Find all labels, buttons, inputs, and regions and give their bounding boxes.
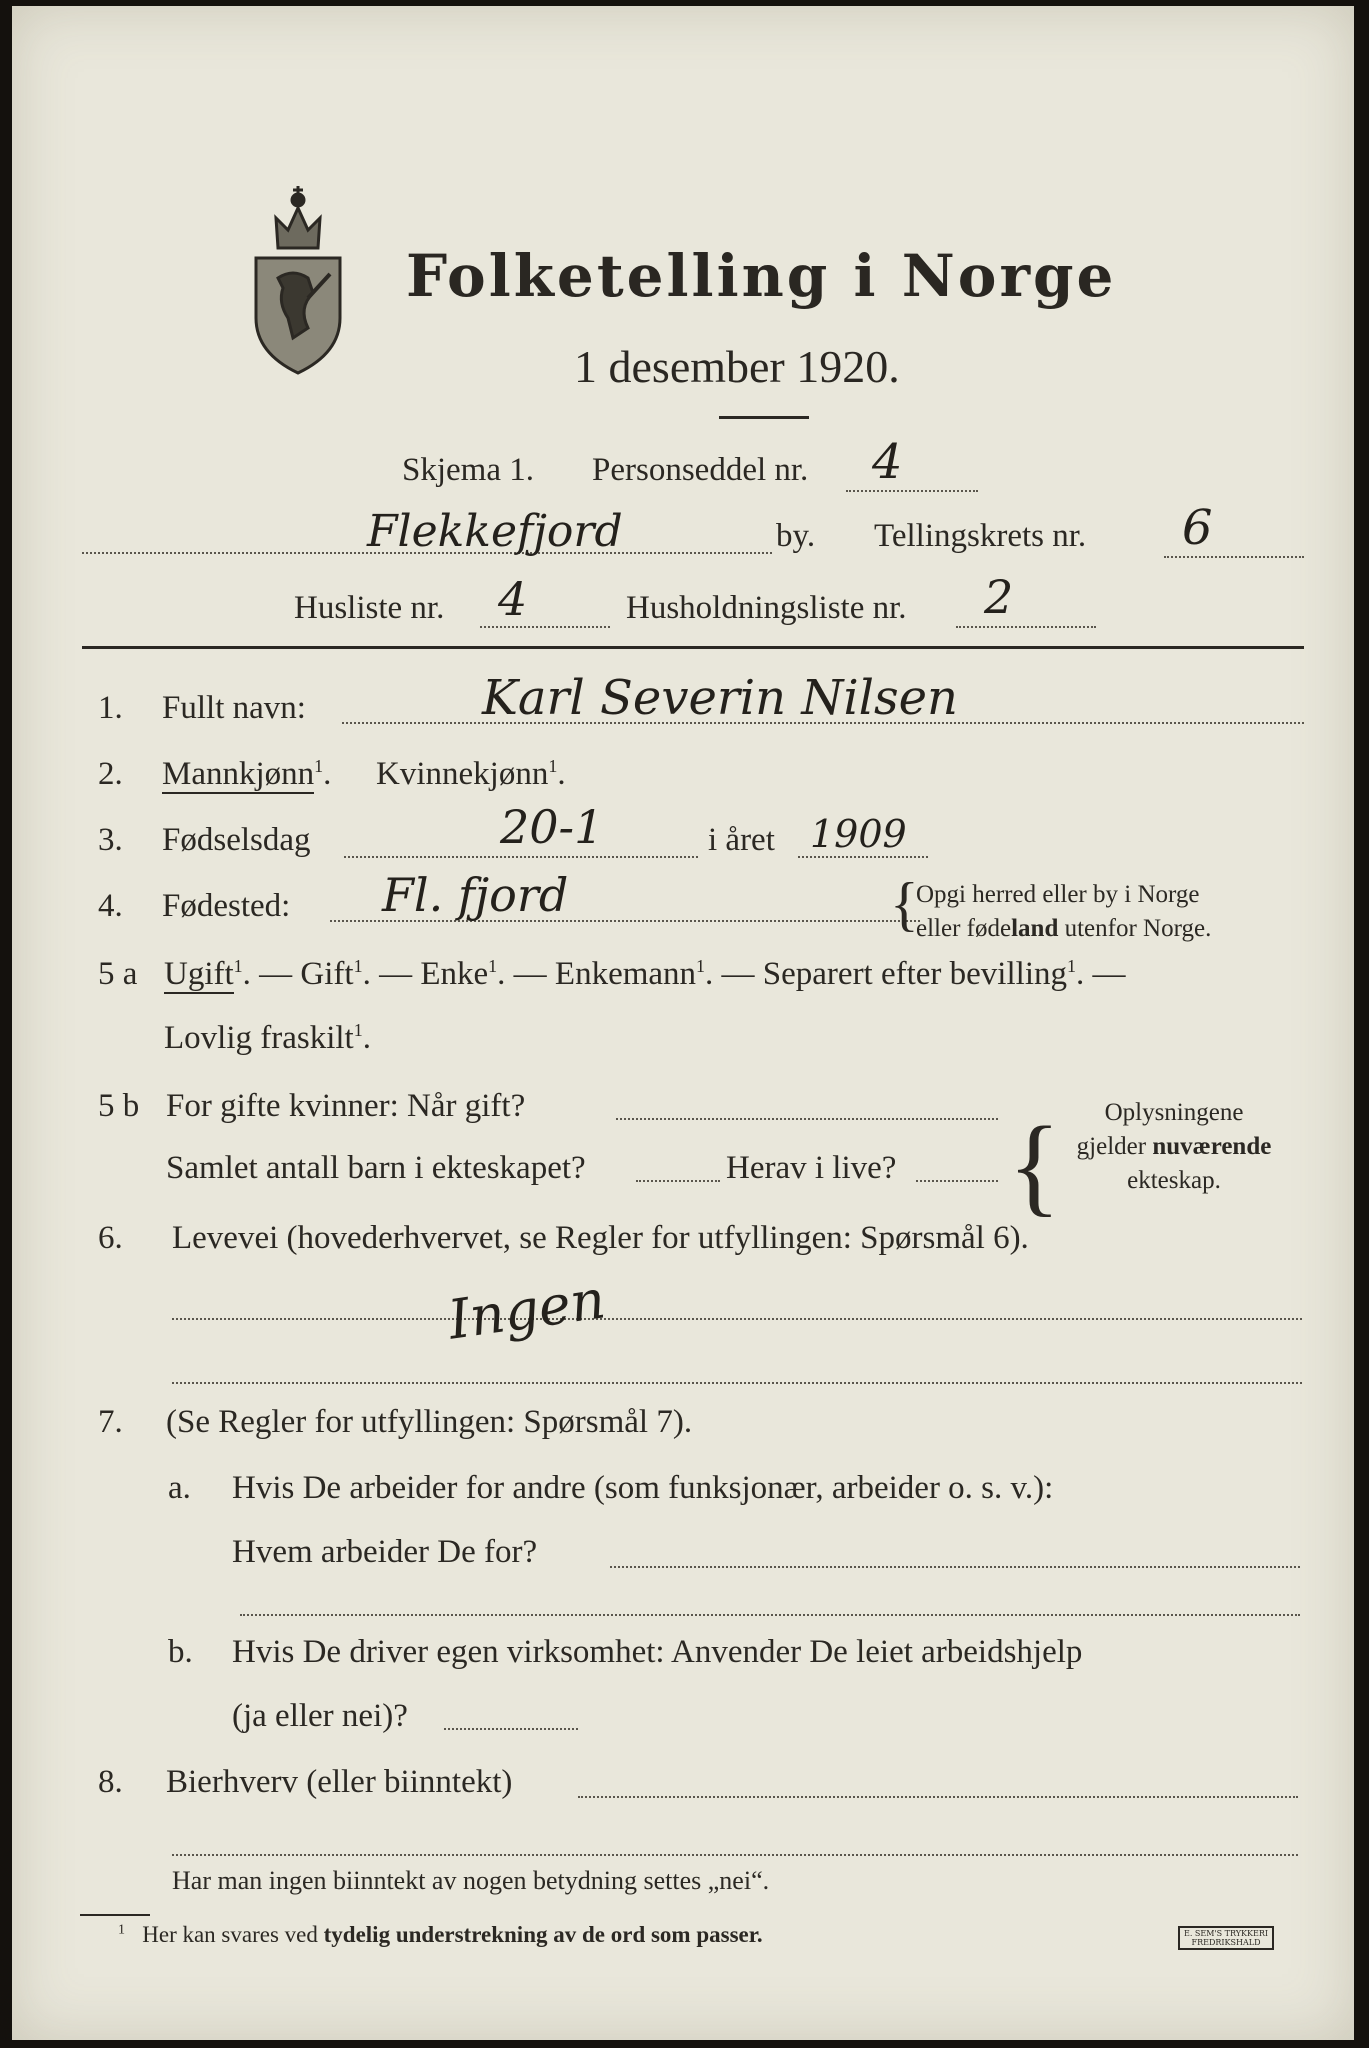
q7a-number: a. <box>168 1470 191 1506</box>
printer-stamp-line2: FREDRIKSHALD <box>1191 1938 1261 1947</box>
q5b-note-line2 <box>1044 1130 1304 1164</box>
q3-label: Fødselsdag <box>162 822 311 858</box>
tellingskrets-value: 6 <box>1182 500 1213 556</box>
q5b-note-line3: ekteskap. <box>1127 1167 1221 1194</box>
q7a-label: Hvis De arbeider for andre (som funksjonær, arbeider o. s. v.): <box>232 1470 1054 1506</box>
q4-note-line1: Opgi herred eller by i Norge <box>916 881 1200 908</box>
q5a-enke: Enke <box>420 956 489 992</box>
q4-note-line2 <box>916 912 1211 946</box>
q5a-ugift: Ugift <box>164 956 234 992</box>
q1-number: 1. <box>98 690 123 726</box>
q8-label: Bierhverv (eller biinntekt) <box>166 1764 513 1800</box>
q4-note-pre: eller føde <box>916 915 1012 942</box>
q6-line1 <box>172 1318 1302 1320</box>
q7a-line1 <box>610 1566 1300 1568</box>
q5b-note-brace: { <box>1008 1104 1061 1226</box>
q4-note-brace: { <box>890 871 919 937</box>
form-title: Folketelling i Norge <box>406 242 1117 310</box>
q3-year-value: 1909 <box>810 812 907 856</box>
census-date: 1 desember 1920. <box>574 341 900 392</box>
footnote-mark: 1 <box>118 1922 125 1938</box>
q7a-question: Hvem arbeider De for? <box>232 1534 538 1570</box>
q5b-line <box>616 1118 998 1120</box>
husholdning-label: Husholdningsliste nr. <box>626 590 907 626</box>
footnote-bold: tydelig understrekning av de ord som passer. <box>323 1922 763 1947</box>
q8-line1 <box>578 1796 1298 1798</box>
coat-of-arms-icon <box>238 178 358 378</box>
q1-value: Karl Severin Nilsen <box>482 670 958 726</box>
q7a-line2 <box>240 1614 1300 1616</box>
tellingskrets-line <box>1164 556 1304 558</box>
q7-number: 7. <box>98 1404 123 1440</box>
husliste-value: 4 <box>498 572 528 626</box>
q4-number: 4. <box>98 888 123 924</box>
q5a-enkemann: Enkemann <box>554 956 697 992</box>
q2-male-label: Mannkjønn <box>162 756 315 792</box>
q5b-children-label: Samlet antall barn i ekteskapet? <box>166 1150 586 1186</box>
q5b-number: 5 b <box>98 1088 140 1124</box>
q5a-fraskilt-option: Lovlig fraskilt$^1$. <box>164 1020 371 1056</box>
q5a-options: Ugift$^1$. — Gift$^1$. — Enke$^1$. — Enkemann$^1$. — Separert efter bevilling$^1$. — <box>164 956 1126 992</box>
printer-stamp <box>1178 1926 1274 1950</box>
q7b-line <box>444 1728 578 1730</box>
q8-number: 8. <box>98 1764 123 1800</box>
footnote-pre: Her kan svares ved <box>142 1922 324 1947</box>
q3-number: 3. <box>98 822 123 858</box>
q5b-children-line <box>636 1180 720 1182</box>
q1-label: Fullt navn: <box>162 690 306 726</box>
q6-value: Ingen <box>444 1267 610 1352</box>
q5a-fraskilt: Lovlig fraskilt <box>164 1020 354 1056</box>
husholdning-value: 2 <box>984 570 1014 624</box>
title-divider <box>719 416 809 419</box>
q5b-note-line1: Oplysningene <box>1104 1099 1244 1126</box>
header-rule <box>82 646 1304 649</box>
footnote <box>118 1922 763 1948</box>
q5b-alive-line <box>916 1180 998 1182</box>
q5a-separert: Separert efter bevilling <box>762 956 1067 992</box>
q4-value: Fl. fjord <box>382 868 569 922</box>
q4-note-post: utenfor Norge. <box>1058 915 1212 942</box>
q2-number: 2. <box>98 756 123 792</box>
skjema-label: Skjema 1. <box>402 452 534 488</box>
q8-line2 <box>172 1854 1298 1856</box>
tellingskrets-label: Tellingskrets nr. <box>874 518 1087 554</box>
personseddel-line <box>846 490 978 492</box>
footnote-rule <box>80 1914 150 1916</box>
q2-female-label: Kvinnekjønn <box>376 756 549 792</box>
q2-female-option: Kvinnekjønn$^1$. <box>376 756 566 792</box>
q7-label: (Se Regler for utfyllingen: Spørsmål 7). <box>166 1404 693 1440</box>
q2-male-option: Mannkjønn$^1$. <box>162 756 332 792</box>
q5b-note-bold: nuværende <box>1152 1133 1272 1160</box>
husliste-line <box>480 626 610 628</box>
q5b-note <box>1044 1096 1304 1198</box>
q4-note-bold: land <box>1011 915 1059 942</box>
by-label: by. <box>776 518 816 554</box>
census-form <box>12 6 1354 2040</box>
personseddel-value: 4 <box>872 434 903 490</box>
q5b-label: For gifte kvinner: Når gift? <box>166 1088 526 1124</box>
q5a-number: 5 a <box>98 956 138 992</box>
bottom-note: Har man ingen biinntekt av nogen betydning settes „nei“. <box>172 1866 770 1895</box>
q6-number: 6. <box>98 1220 123 1256</box>
q6-label: Levevei (hovederhvervet, se Regler for utfyllingen: Spørsmål 6). <box>172 1220 1029 1256</box>
q7b-label: Hvis De driver egen virksomhet: Anvender De leiet arbeidshjelp <box>232 1634 1083 1670</box>
printer-stamp-line1: E. SEM'S TRYKKERI <box>1184 1929 1269 1938</box>
personseddel-label: Personseddel nr. <box>592 452 809 488</box>
place-value: Flekkefjord <box>367 506 623 557</box>
q3-value: 20-1 <box>500 800 604 854</box>
q5a-gift: Gift <box>300 956 354 992</box>
q7b-question: (ja eller nei)? <box>232 1698 408 1734</box>
q4-label: Fødested: <box>162 888 291 924</box>
q3-line <box>344 856 698 858</box>
q7b-number: b. <box>168 1634 193 1670</box>
q3-year-line <box>798 856 928 858</box>
q4-note <box>916 878 1211 946</box>
q5b-note-pre: gjelder <box>1076 1133 1153 1160</box>
husholdning-line <box>956 626 1096 628</box>
q3-year-label: i året <box>708 822 775 858</box>
husliste-label: Husliste nr. <box>294 590 445 626</box>
q6-line2 <box>172 1382 1302 1384</box>
q5b-alive-label: Herav i live? <box>726 1150 897 1186</box>
